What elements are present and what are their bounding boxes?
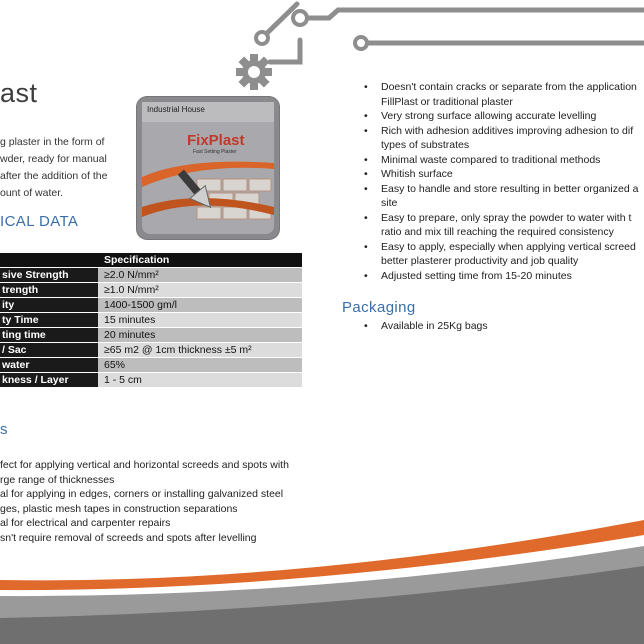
list-item: al for applying in edges, corners or installing galvanized steel	[0, 488, 284, 500]
list-item: • Very strong surface allowing accurate levelling	[364, 109, 644, 124]
page-title: ast	[0, 78, 38, 108]
table-row: ty Time 15 minutes	[0, 313, 302, 328]
list-item: ges, plastic mesh tapes in construction separations	[0, 502, 238, 515]
table-row: sive Strength ≥2.0 N/mm²	[0, 268, 302, 283]
list-item: • Available in 25Kg bags	[364, 320, 644, 332]
product-subtitle: Fast Setting Plaster	[193, 149, 237, 155]
list-item: • Whitish surface	[364, 167, 644, 182]
table-header-row: Specification	[0, 253, 302, 268]
table-row: water 65%	[0, 358, 302, 373]
list-item: • Adjusted setting time from 15-20 minutes	[364, 269, 644, 284]
packaging-heading: Packaging	[342, 299, 416, 316]
list-item: • Rich with adhesion additives improving adhesion to dif	[364, 124, 644, 139]
table-row: ity 1400-1500 gm/l	[0, 298, 302, 313]
list-item: rge range of thicknesses	[0, 473, 115, 486]
list-item-continuation: better plasterer productivity and job quality	[381, 255, 579, 267]
table-row: trength ≥1.0 N/mm²	[0, 283, 302, 298]
list-item-continuation: site	[381, 197, 398, 209]
list-item: al for electrical and carpenter repairs	[0, 517, 171, 529]
list-item: • Easy to handle and store resulting in better organized a	[364, 182, 644, 197]
product-brand: Industrial House	[147, 105, 205, 114]
list-item-continuation: ratio and mix till reaching the required consistency	[381, 226, 614, 238]
list-item: sn't require removal of screeds and spots after levelling	[0, 531, 257, 544]
list-item: • Doesn't contain cracks or separate from the application	[364, 80, 644, 95]
list-item: • Easy to prepare, only spray the powder to water with t	[364, 211, 644, 226]
table-row: ting time 20 minutes	[0, 328, 302, 343]
uses-heading: s	[0, 421, 8, 438]
intro-text: g plaster in the form of wder, ready for manual after the addition of the ount of water.	[0, 136, 108, 199]
list-item: • Easy to apply, especially when applying vertical screed	[364, 240, 644, 255]
list-item: • Minimal waste compared to traditional methods	[364, 153, 644, 168]
table-row: kness / Layer 1 - 5 cm	[0, 373, 302, 388]
table-row: / Sac ≥65 m2 @ 1cm thickness ±5 m²	[0, 343, 302, 358]
list-item-continuation: FillPlast or traditional plaster	[381, 95, 513, 108]
list-item-continuation: types of substrates	[381, 139, 470, 151]
list-item: fect for applying vertical and horizontal screeds and spots with	[0, 459, 289, 471]
technical-data-heading: ICAL DATA	[0, 213, 79, 230]
product-name: FixPlast	[187, 132, 245, 149]
